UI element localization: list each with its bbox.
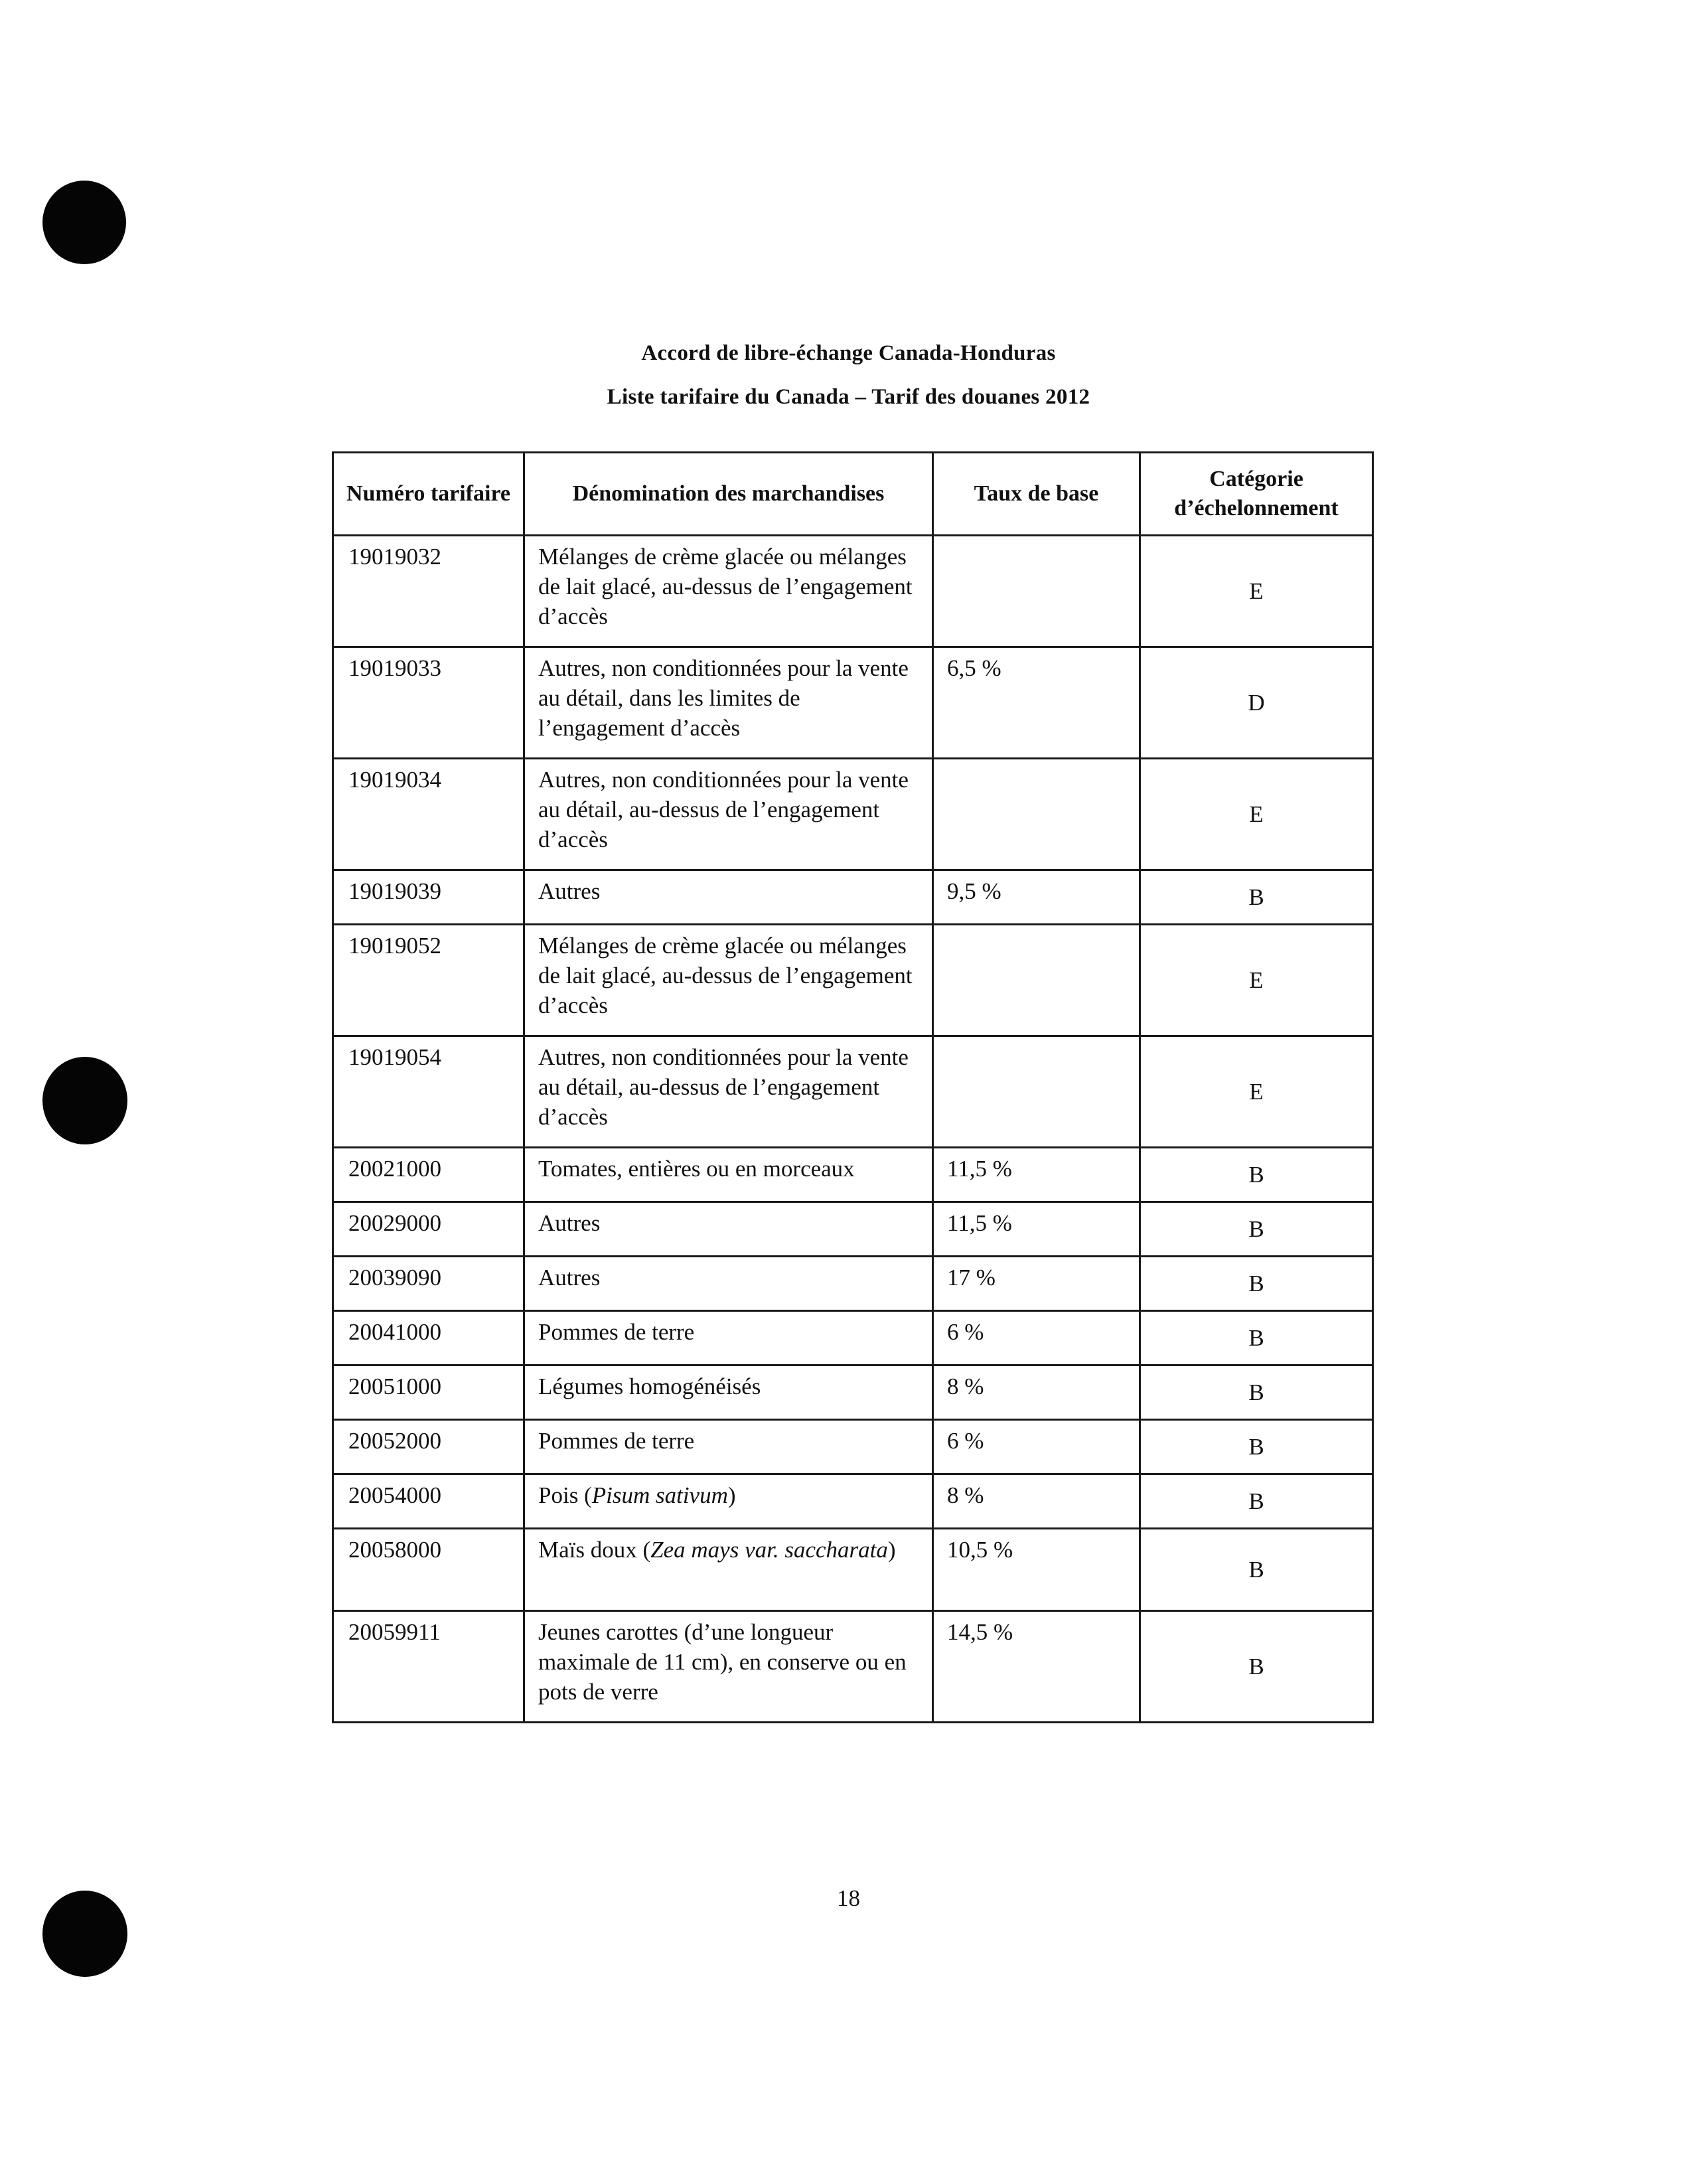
cell-code: 19019039 <box>333 870 524 925</box>
cell-category: E <box>1140 1036 1373 1148</box>
table-row <box>333 1148 1373 1202</box>
cell-code: 19019034 <box>333 759 524 870</box>
cell-description <box>524 1474 933 1529</box>
cell-rate <box>933 1036 1140 1148</box>
description-latin-name: Pisum sativum <box>591 1482 728 1508</box>
cell-description: Autres <box>524 870 933 925</box>
header-code: Numéro tarifaire <box>333 453 524 536</box>
tariff-table <box>332 451 1374 1723</box>
punch-hole-middle <box>42 1057 127 1144</box>
cell-code: 20029000 <box>333 1202 524 1257</box>
table-row <box>333 1202 1373 1257</box>
cell-description: Autres, non conditionnées pour la vente au détail, au-dessus de l’engagement d’accès <box>524 759 933 870</box>
cell-description: Légumes homogénéisés <box>524 1365 933 1420</box>
cell-rate: 11,5 % <box>933 1202 1140 1257</box>
cell-code: 20051000 <box>333 1365 524 1420</box>
cell-rate: 10,5 % <box>933 1529 1140 1611</box>
cell-category: E <box>1140 536 1373 647</box>
cell-rate: 8 % <box>933 1365 1140 1420</box>
cell-rate: 6 % <box>933 1311 1140 1365</box>
cell-description: Tomates, entières ou en morceaux <box>524 1148 933 1202</box>
cell-code: 20054000 <box>333 1474 524 1529</box>
table-row <box>333 536 1373 647</box>
table-row <box>333 1365 1373 1420</box>
punch-hole-top <box>42 181 126 264</box>
description-suffix: ) <box>887 1537 896 1563</box>
page-number: 18 <box>837 1885 860 1911</box>
cell-code: 19019032 <box>333 536 524 647</box>
cell-description: Jeunes carottes (d’une longueur maximale de 11 cm), en conserve ou en pots de verre <box>524 1611 933 1723</box>
cell-category: B <box>1140 1365 1373 1420</box>
cell-rate: 6 % <box>933 1420 1140 1474</box>
table-row <box>333 925 1373 1036</box>
cell-category: E <box>1140 759 1373 870</box>
header-category: Catégorie d’échelonnement <box>1140 453 1373 536</box>
cell-category: B <box>1140 1257 1373 1311</box>
cell-rate: 6,5 % <box>933 647 1140 759</box>
cell-rate: 9,5 % <box>933 870 1140 925</box>
cell-description: Pommes de terre <box>524 1420 933 1474</box>
cell-rate: 8 % <box>933 1474 1140 1529</box>
cell-rate: 14,5 % <box>933 1611 1140 1723</box>
cell-rate <box>933 759 1140 870</box>
cell-description: Autres <box>524 1202 933 1257</box>
cell-description: Pommes de terre <box>524 1311 933 1365</box>
table-row <box>333 1474 1373 1529</box>
cell-category: B <box>1140 1474 1373 1529</box>
cell-category: D <box>1140 647 1373 759</box>
table-header-row <box>333 453 1373 536</box>
description-latin-name: Zea mays var. saccharata <box>650 1537 888 1563</box>
table-row <box>333 870 1373 925</box>
cell-category: B <box>1140 1611 1373 1723</box>
table-row <box>333 1420 1373 1474</box>
header-description: Dénomination des marchandises <box>524 453 933 536</box>
cell-description: Autres <box>524 1257 933 1311</box>
cell-code: 19019033 <box>333 647 524 759</box>
description-prefix: Maïs doux ( <box>538 1537 651 1563</box>
cell-category: B <box>1140 1202 1373 1257</box>
table-row <box>333 1529 1373 1611</box>
table-row <box>333 1257 1373 1311</box>
table-row <box>333 647 1373 759</box>
cell-description: Mélanges de crème glacée ou mélanges de lait glacé, au-dessus de l’engagement d’accès <box>524 925 933 1036</box>
table-row <box>333 759 1373 870</box>
cell-code: 19019054 <box>333 1036 524 1148</box>
cell-category: B <box>1140 1311 1373 1365</box>
cell-rate: 17 % <box>933 1257 1140 1311</box>
cell-category: E <box>1140 925 1373 1036</box>
cell-code: 20021000 <box>333 1148 524 1202</box>
cell-category: B <box>1140 1529 1373 1611</box>
cell-code: 20041000 <box>333 1311 524 1365</box>
cell-category: B <box>1140 1148 1373 1202</box>
cell-description: Autres, non conditionnées pour la vente au détail, dans les limites de l’engagement d’accès <box>524 647 933 759</box>
cell-description: Autres, non conditionnées pour la vente au détail, au-dessus de l’engagement d’accès <box>524 1036 933 1148</box>
description-prefix: Pois ( <box>538 1482 592 1508</box>
cell-description: Mélanges de crème glacée ou mélanges de lait glacé, au-dessus de l’engagement d’accès <box>524 536 933 647</box>
cell-category: B <box>1140 870 1373 925</box>
table-row <box>333 1036 1373 1148</box>
cell-category: B <box>1140 1420 1373 1474</box>
cell-rate <box>933 536 1140 647</box>
cell-code: 20058000 <box>333 1529 524 1611</box>
cell-code: 19019052 <box>333 925 524 1036</box>
description-suffix: ) <box>727 1482 736 1508</box>
document-title: Accord de libre-échange Canada-Honduras <box>641 341 1056 365</box>
header-rate: Taux de base <box>933 453 1140 536</box>
document-subtitle: Liste tarifaire du Canada – Tarif des douanes 2012 <box>607 385 1090 409</box>
cell-rate <box>933 925 1140 1036</box>
cell-description <box>524 1529 933 1611</box>
table-row <box>333 1611 1373 1723</box>
cell-code: 20052000 <box>333 1420 524 1474</box>
table-row <box>333 1311 1373 1365</box>
cell-code: 20059911 <box>333 1611 524 1723</box>
cell-rate: 11,5 % <box>933 1148 1140 1202</box>
cell-code: 20039090 <box>333 1257 524 1311</box>
